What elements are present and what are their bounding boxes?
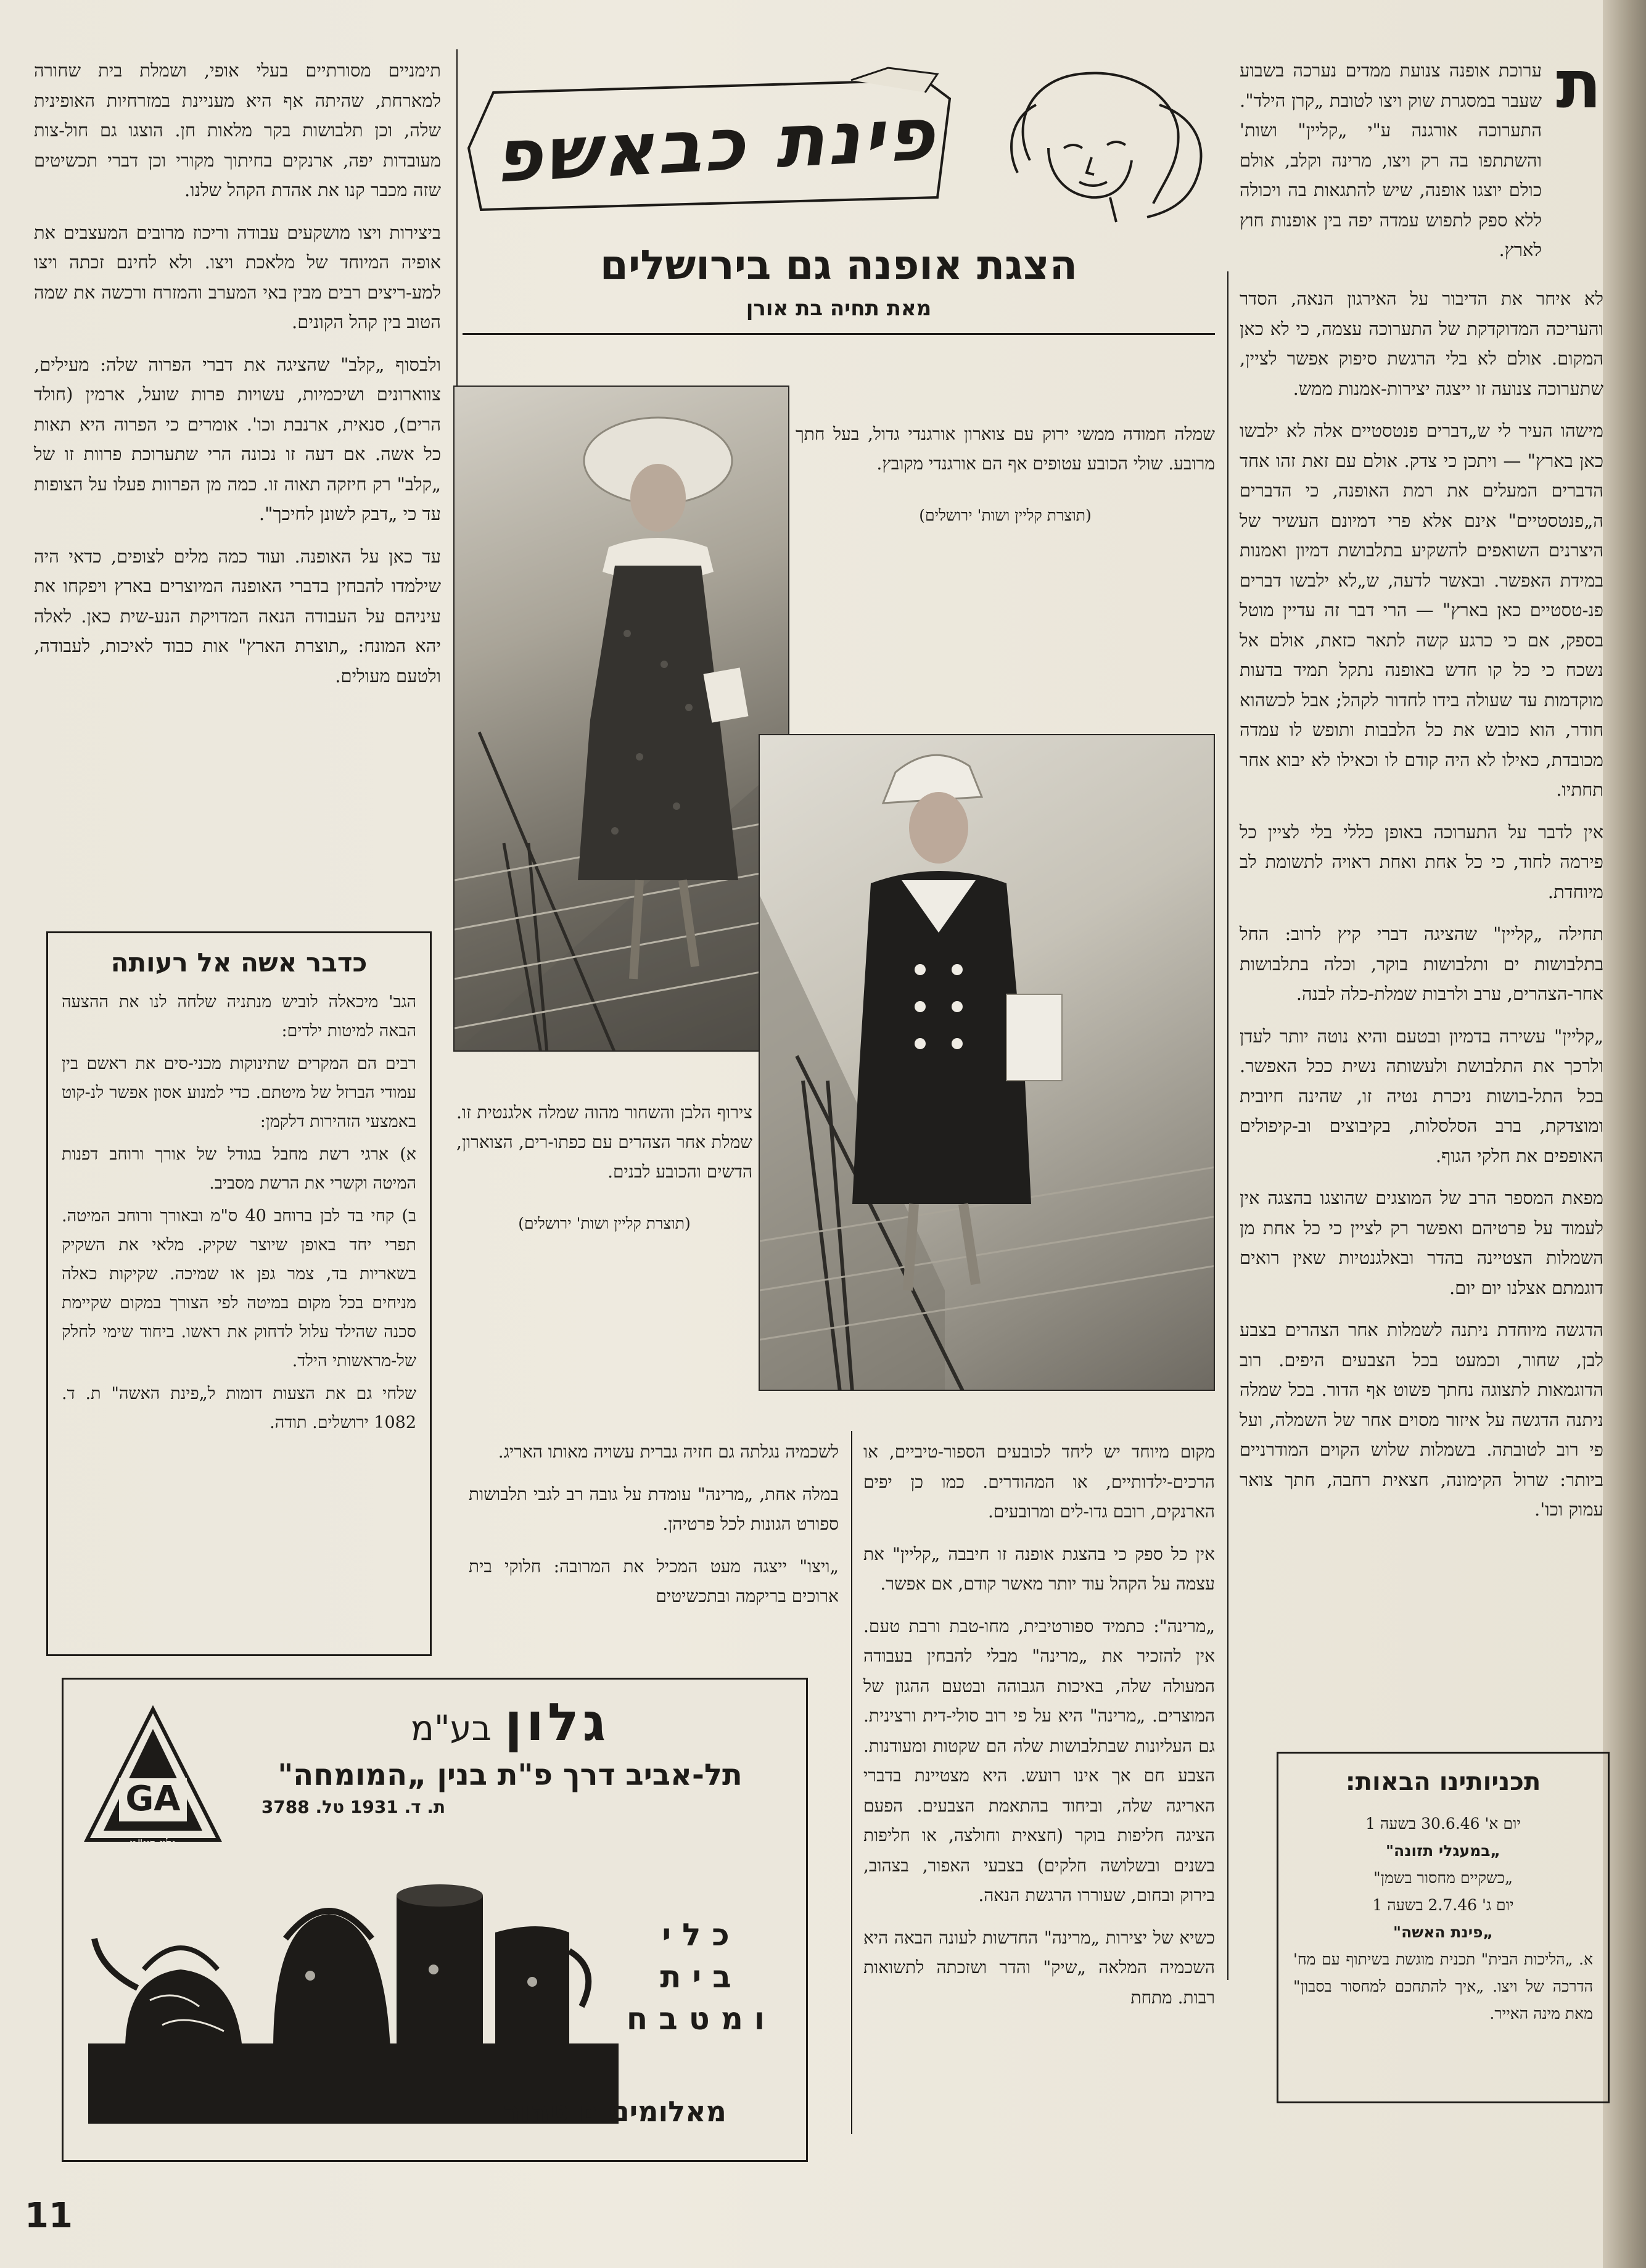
advertisement-galon [62,1678,808,2162]
paragraph: „ויצו" ייצגה מעט המכיל את המרובה: חלוקי בית ארוכים בריקמה ובתכשיטים [469,1556,839,1606]
paragraph: מקום מיוחד יש ליחד לכובעים הספור-טיביים, או הרכים-ילדותיים, או המהודרים. כמו כן יפים הארנקים, רובם גדו-לים ומרובעים. [863,1441,1215,1522]
program-entry [1293,1892,1593,2027]
ad-logo [82,1704,224,1852]
paragraph: מפאת המספר הרב של המוצגים שהוצגו בהצגה אין לעמוד על פרטיהם ואפשר רק לציין כי כל אחת מן השמלות הצטיינה בהדר ובאלגנטיות שאין רואים דוגמתם אצלנו יום יום. [1240,1187,1603,1298]
paragraph: „קליין" עשירה בדמיון ובטעם והיא נוטה יותר לעדן ולרכך את התלבושת ולעשותה נשית ככל האפשר. בכל התל-בושות ניכרת נטיה זו, שהינה חיובית ומוצדקת, ברב הסלסלות, בקיבוצים וב-קיפולים האופפים את חלקי הגוף. [1240,1025,1603,1166]
headline-rule [463,333,1215,335]
advice-intro: הגב' מיכאלה לוביש מנתניה שלחה לנו את ההצעה הבאה למיטות ילדים: [62,992,416,1041]
paragraph: „מרינה": כתמיד ספורטיבית, מחו-טבת ורבת טעם. אין להזכיר את „מרינה" מבלי להבחין בעבודה המעולה שלה, באיכות הגבוהה ובטעם ההגון של המוצרים. „מרינה" היא על פי רוב סולי-דית ורצינית. גם העליונות שבתלבושות שלה הם שקטות ומעודנות. הצבע חם אך אינו רועש. היא מצטיינת בדברי האריגה שלה, וביחוד בהתאמת הצבעים. הפעם הציגה חליפות בוקר (חצאית וחולצה, או חליפות בשנים ובשלושה חלקים) בצבעי האפור, בצהוב, בירוק ובחום, שעוררו הרגשת הנאה. [863,1615,1215,1905]
ad-address: תל-אביב דרך פ"ת בנין „המומחה" [278,1758,743,1792]
ad-tagline-line: כלי [662,1917,741,1953]
ad-logo-letters: GA [125,1779,181,1819]
paragraph: אין כל ספק כי בהצגת אופנה זו חיבבה „קליין" את עצמה על הקהל עוד יותר מאשר קודם, אם אפשר. [863,1543,1215,1594]
advice-body: רבים הם המקרים שתינוקות מכני-סים את ראשם בין עמודי הברזל של מיטתם. כדי למנוע אסון אפשר לנ-קוט באמצעי הזהירות דלקמן: [62,1054,416,1131]
photo-illustration [455,387,789,1052]
paragraph: תימניים מסורתיים בעלי אופי, ושמלת בית שחורה למארחת, שהיתה אף היא מעניינת במזרחיות האופינית שלה, וכן תלבושות בקר מלאות חן. הוצגו גם חול-צות מעובדות יפה, ארנקים בחיתוך מקורי וכן דברי תכשיטים שזה מכבר קנו את אהדת הקהל שלנו. [34,60,441,200]
photo-illustration [760,735,1215,1391]
section-title: פינת כבאשפ [492,91,939,199]
paragraph: לא איחר את הדיבור על האירגון הנאה, הסדר והעריכה המדוקדקת של התערוכה עצמה, כי לא כאן המקום. אולם לא בלי הרגשת סיפוק אפשר לציין, שתערוכה צנועה זו ייצגה יצירות-אמנות ממש. [1240,288,1603,399]
ad-brand-line [232,1692,788,1752]
program-when: יום א' 30.6.46 בשעה 1 [1365,1815,1521,1833]
ad-tagline-line: ומטבח [626,2001,776,2037]
article-column-middle-right [863,1437,1215,2025]
photo-credit: (תוצרת קליין ושות' ירושלים) [919,506,1092,524]
paragraph: ביצירות ויצו מושקעים עבודה וריכוז מרובים המעצבים את אופיה המיוחד של מלאכת ויצו. ולא לחינם זכתה ויצו למע-ריצים רבים מבין באי המערב והמזרח ורכשה את שמה הטוב בין קהל הקונים. [34,221,441,332]
photo-caption-bottom [456,1098,752,1239]
fashion-photo-black-white-dress [759,734,1215,1391]
ad-tagline-line: בית [660,1959,743,1995]
paragraph: ולבסוף „קלב" שהציגה את דברי הפרוה שלה: מעילים, צווארונים ושיכמיות, עשויות פרות שועל, ארמין (חולד הרים), סנאית, ארנבת וכו'. אומרים כי הפרוה היא תאות כל אשה. אם דעה זו נכונה הרי שתערוכת פרוות זו של „קלב" רק חיזקה תאוה זו. כמה מן הפרוות פעלו על הצופות עד כי „דבק לשונן לחיכך". [34,353,441,524]
ad-tagline [615,1914,788,2040]
advice-footer: שלחי גם את הצעות דומות ל„פינת האשה" ת. ד. 1082 ירושלים. תודה. [62,1384,416,1432]
advice-item-b: ב) קחי בד לבן ברוחב 40 ס"מ ובאורך ורוחב המיטה. תפרי יחד באופן שיוצר שקיק. מלאי את השקיק בשאריות בד, צמר גפן או שמיכה. שקיקות כאלה מניחים בכל מקום במיטה לפי הצורך במקום שקיימת סכנה שהילד עלול לדחוק את ראשו. ביחוד שימי לחלק של-מראשותי הילד. [62,1206,416,1371]
advice-title: כדבר אשה אל רעותה [110,947,368,978]
page-number: 11 [25,2196,73,2236]
paragraph: ערוכת אופנה צנועת ממדים נערכה בשבוע שעבר במסגרת שוק ויצו לטובת „קרן הילד". התערוכה אורגנה ע"י „קליין" ושות' והשתתפו בה רק ויצו, מרינה וקלב, אולם כולם יוצגו אופנה, שיש להתגאות בה ויכולה ללא ספק לתפוש עמדה יפה בין אופנות חוץ לארץ. [1240,60,1542,260]
advice-box [46,931,432,1656]
drop-cap: ת [1556,46,1602,123]
paragraph: כשיא של יצירות „מרינה" החדשות לעונה הבאה היא השכמיה המלאה „שיק" והדר ושזכתה לתשואות רבות. מתחת [863,1927,1215,2008]
program-name: „במעגלי תזונה" [1386,1842,1500,1860]
fashion-photo-green-dress [453,386,789,1052]
paragraph: מישהו העיר לי ש„דברים פנטסטיים אלה לא ילבשו כאן בארץ" — ויתכן כי צדק. אולם עם זאת זהו אחד הדברים המעלים את רמת האופנה, כי הדברים ה„פנטסטיים" אינם אלא פרי דמיונם העשיר של היצרנים השואפים להשקיע בתלבושת דמיון ואמנות במידת האפשר. ובאשר לדעה, ש„לא ילבשו דברים פנ-טסטיים כאן בארץ" — הרי דבר זה עדיין מוטל בספק, אם כי כרגע קשה לתאר כזאת, אולם אל נשכח כי כל קו חדש באופנה נתקל תמיד בדעות מוקדמות עד שעולה בידו לחדור לקהל; אבל לכשהוא חודר, הוא כובש את כל הלבבות ותופש לו עמדה מכובדת, כאילו לא היה קודם לו וכאילו לא יבוא אחר תחתיו. [1240,420,1603,800]
paragraph: תחילה „קליין" שהציגה דברי קיץ לרוב: החל בתלבושות ים ותלבושות בוקר, וכלה בתלבושות אחר-הצהרים, ערב ולרבות שמלת-כלה לבנה. [1240,923,1603,1004]
program-when: יום ג' 2.7.46 בשעה 1 [1372,1896,1514,1914]
photo-credit: (תוצרת קליין ושות' ירושלים) [518,1214,691,1232]
ad-tagline-footer: מאלומיניום טהור [503,2095,726,2128]
program-entry [1293,1810,1593,1892]
paragraph: במלה אחת, „מרינה" עומדת על גובה רב לגבי תלבושות ספורט הגונות לכל פרטיהן. [469,1483,839,1534]
caption-text: שמלה חמודה ממשי ירוק עם צוארון אורגנדי גדול, בעל חתך מרובע. שולי הכובע עטופים אף הם אורגנדי מקובץ. [796,424,1215,474]
column-divider [851,1431,852,2134]
paragraph: עד כאן על האופנה. ועוד כמה מלים לצופים, כדאי היה שילמדו להבחין בדברי האופנה המיוצרים בארץ ויפקחו את עיניהם על העבודה הנאה המדויקת הנע-שית כאן. לאלה יהא המונח: „תוצרת הארץ" אות כבוד לאיכות, לעבודה, ולטעם מעולים. [34,545,441,687]
article-column-right-cont [1240,284,1603,1537]
paragraph: הדגשה מיוחדת ניתנה לשמלות אחר הצהרים בצבע לבן, שחור, וכמעט בכל הצבעים היפים. רוב הדוגמאות לתצוגה נחתך פשוט אף הדור. בכל שמלה ניתנה הדגשה על איזור מסוים אחר של השמלה, ועל פי רוב לטובתה. בשמלות שלוש הקוים המודרניים ביותר: שרול הקימונה, חצאית רחבה, חתך צואר עמוק וכו'. [1240,1319,1603,1520]
headline: הצגת אופנה גם בירושלים [599,241,1078,289]
section-logo [456,56,1221,228]
caption-text: צירוף הלבן והשחור מהוה שמלה אלגנטית זו. שמלת אחר הצהרים עם כפתו-רים, הצוארון, הדשים והכובע לבנים. [456,1102,752,1182]
article-column-right [1240,56,1542,278]
ad-brand: גלון [504,1692,610,1752]
byline: מאת תחיה בת אורן [746,296,932,321]
program-desc: „כשקיים מחסור בשמן" [1373,1869,1513,1887]
paragraph: לשכמיה נגלתה גם חזיה גברית עשויה מאותו האריג. [498,1441,839,1462]
program-desc: א. „הליכות הבית" תכנית מוגשת בשיתוף עם מח' הדרכה של ויצו. „איך להתחכם למחסור בסבון" מאת מינה האייר. [1293,1950,1593,2023]
advice-item-a: א) ארגי רשת מחבל בגודל של אורך ורוחב דפנות המיטה וקשרי את הרשת מסביב. [62,1145,416,1193]
article-column-left [34,56,441,703]
ad-logo-label: גלון בע"מ [130,1836,176,1851]
article-column-middle-left [469,1437,839,1624]
programs-box [1277,1752,1610,2103]
paragraph: אין לדבר על התערוכה באופן כללי בלי לציין כל פירמה לחוד, כי כל אחת ואחת ראויה לתשומת לב מיוחדת. [1240,821,1603,902]
program-name: „פינת האשה" [1393,1923,1493,1941]
ad-suffix: בע"מ [410,1709,492,1749]
woman-face-icon [1011,73,1201,222]
column-divider [1227,271,1228,1980]
photo-caption-top [796,419,1215,530]
programs-title: תכניותינו הבאות: [1345,1768,1541,1796]
ad-contact: ת. ד. 1931 טל. 3788 [261,1797,446,1817]
